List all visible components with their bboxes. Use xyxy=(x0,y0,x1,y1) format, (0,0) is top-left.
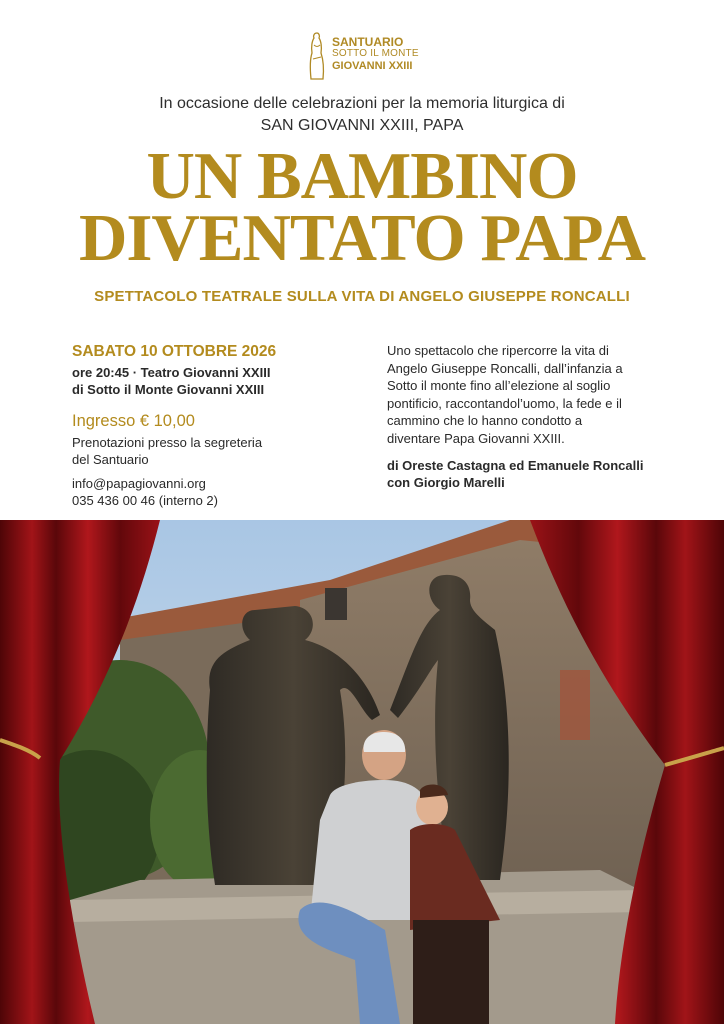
title-line-2: DIVENTATO PAPA xyxy=(78,201,646,275)
logo-line-3: GIOVANNI XXIII xyxy=(332,60,413,72)
description-line: cammino che lo hanno condotto a xyxy=(387,413,583,428)
booking-line-2: del Santuario xyxy=(72,452,149,467)
logo-line-1: SANTUARIO xyxy=(332,35,404,49)
description-line: Uno spettacolo che ripercorre la vita di xyxy=(387,343,609,358)
saint-figure-icon xyxy=(306,29,328,81)
description-line: Sotto il monte fino all’elezione al soglio xyxy=(387,378,611,393)
credits-authors: di Oreste Castagna ed Emanuele Roncalli xyxy=(387,458,644,473)
logo-line-2: SOTTO IL MONTE xyxy=(332,48,419,59)
credits-cast: con Giorgio Marelli xyxy=(387,475,505,490)
description-line: Angelo Giuseppe Roncalli, dall’infanzia a xyxy=(387,360,623,376)
event-time-place-2: di Sotto il Monte Giovanni XXIII xyxy=(72,382,265,397)
description-line: diventare Papa Giovanni XXIII. xyxy=(387,430,565,446)
ticket-price: Ingresso € 10,00 xyxy=(72,412,195,430)
intro-line-2: SAN GIOVANNI XXIII, PAPA xyxy=(260,117,464,134)
stage-photo xyxy=(0,520,724,1024)
event-time-place-1: ore 20:45 · Teatro Giovanni XXIII xyxy=(72,365,271,380)
event-date: SABATO 10 OTTOBRE 2026 xyxy=(72,343,277,360)
description-line: pontificio, raccontandol’uomo, la fede e il xyxy=(387,395,622,411)
show-description xyxy=(387,342,667,491)
intro-line-1: In occasione delle celebrazioni per la memoria liturgica di xyxy=(159,95,565,112)
contact-email[interactable]: info@papagiovanni.org xyxy=(72,476,206,491)
title-line-1: UN BAMBINO xyxy=(146,139,578,213)
santuario-logo xyxy=(306,29,426,81)
event-info xyxy=(72,342,352,509)
booking-line-1: Prenotazioni presso la segreteria xyxy=(72,435,263,450)
subtitle: SPETTACOLO TEATRALE SULLA VITA DI ANGELO GIUSEPPE RONCALLI xyxy=(94,288,630,305)
contact-phone[interactable]: 035 436 00 46 (interno 2) xyxy=(72,493,218,508)
